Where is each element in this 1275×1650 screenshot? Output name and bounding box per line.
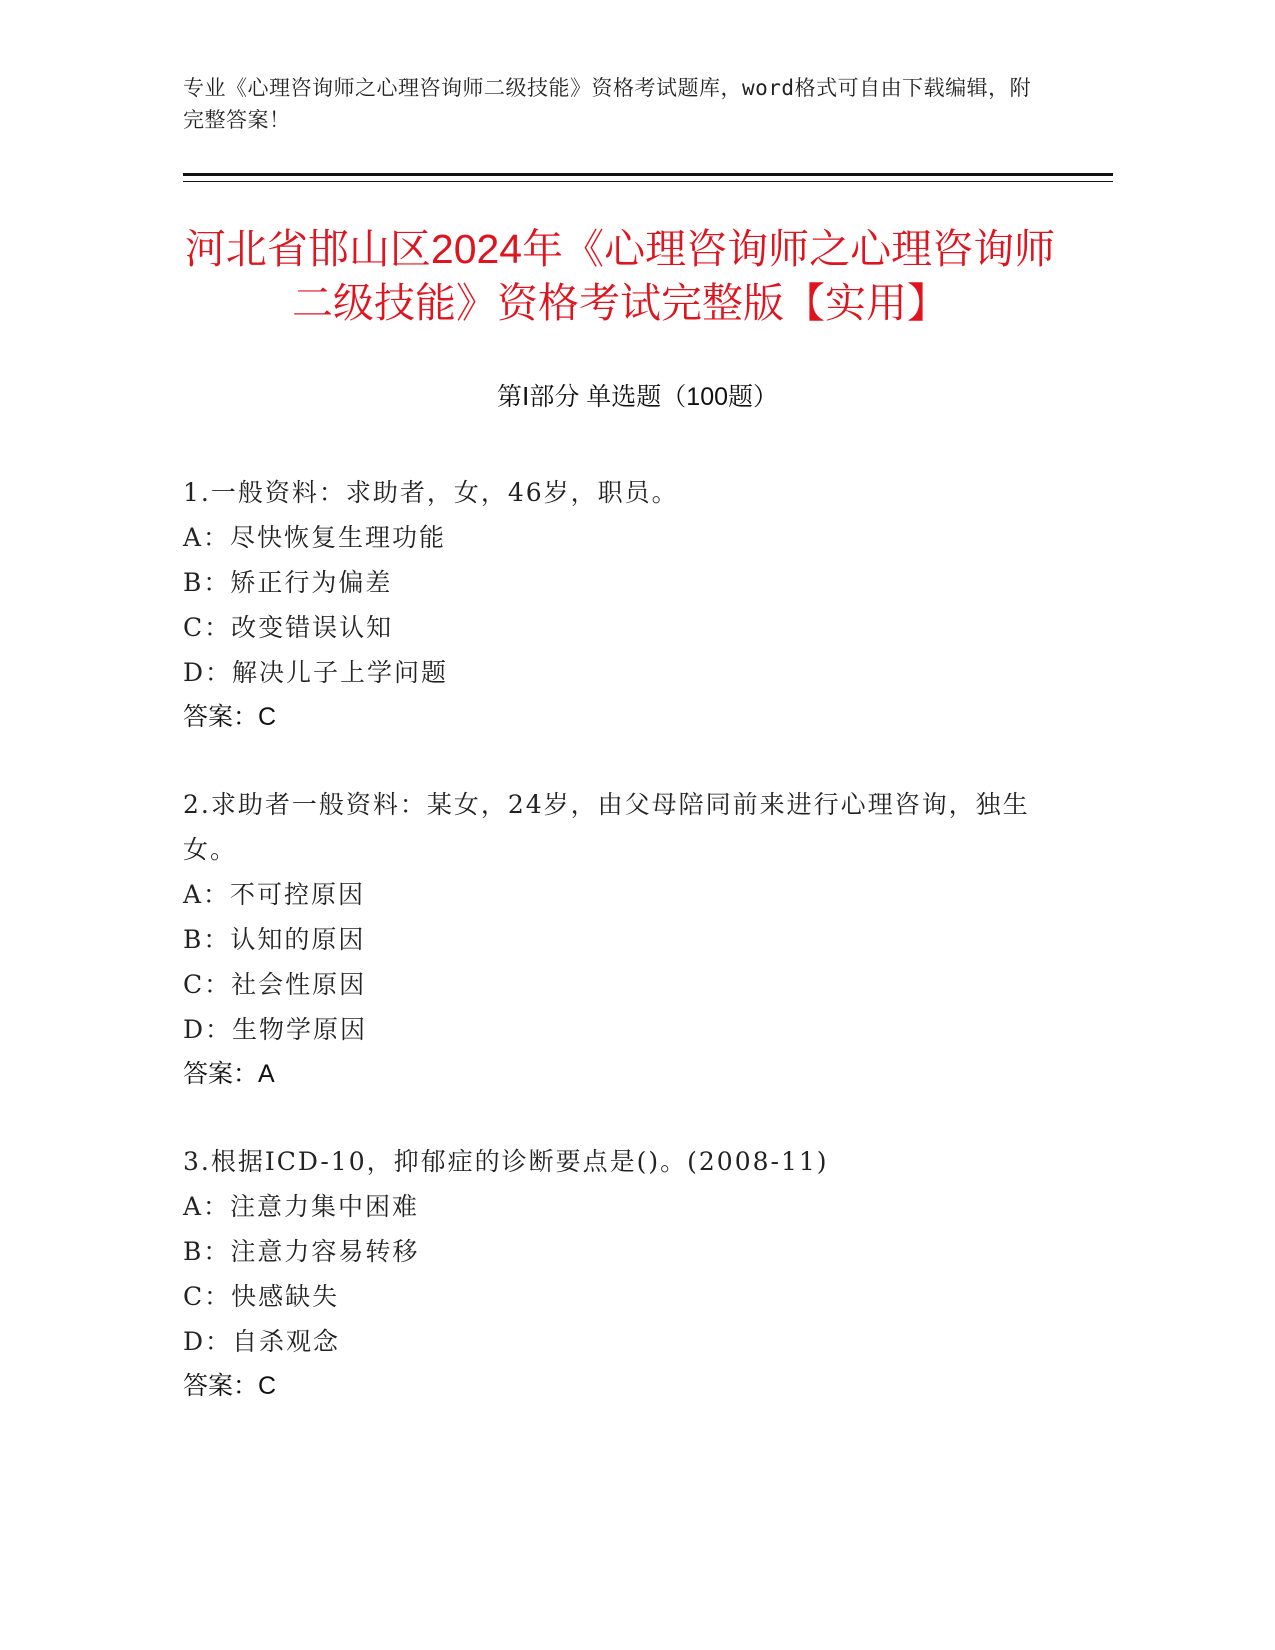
section-title: 第Ⅰ部分 单选题（100题） — [496, 383, 779, 411]
question-1 — [183, 470, 1063, 740]
question-3 — [183, 1139, 1063, 1409]
option-d: D：生物学原因 — [183, 1015, 368, 1044]
answer-line: 答案：A — [183, 1060, 275, 1088]
option-d: D：自杀观念 — [183, 1327, 341, 1356]
option-a: A：注意力集中困难 — [183, 1192, 420, 1221]
question-stem: 1.一般资料：求助者，女，46岁，职员。 — [183, 478, 679, 507]
question-2 — [183, 782, 1063, 1097]
option-c: C：快感缺失 — [183, 1282, 340, 1311]
document-title: 河北省邯山区2024年《心理咨询师之心理咨询师二级技能》资格考试完整版【实用】 — [184, 226, 1056, 326]
answer-line: 答案：C — [183, 1372, 277, 1400]
question-stem: 2.求助者一般资料：某女，24岁，由父母陪同前来进行心理咨询，独生女。 — [183, 790, 1030, 864]
option-a: A：尽快恢复生理功能 — [183, 523, 447, 552]
option-d: D：解决儿子上学问题 — [183, 658, 449, 687]
header-divider-thick — [183, 173, 1113, 176]
option-c: C：改变错误认知 — [183, 613, 394, 642]
option-a: A：不可控原因 — [183, 880, 366, 909]
header-note: 专业《心理咨询师之心理咨询师二级技能》资格考试题库，word格式可自由下载编辑，附完整答案！ — [183, 76, 1032, 132]
header-divider-thin — [183, 181, 1113, 182]
question-list — [183, 470, 1063, 1451]
option-c: C：社会性原因 — [183, 970, 367, 999]
option-b: B：认知的原因 — [183, 925, 366, 954]
question-stem: 3.根据ICD-10，抑郁症的诊断要点是()。(2008-11) — [183, 1147, 829, 1176]
option-b: B：注意力容易转移 — [183, 1237, 420, 1266]
answer-line: 答案：C — [183, 703, 277, 731]
option-b: B：矫正行为偏差 — [183, 568, 393, 597]
